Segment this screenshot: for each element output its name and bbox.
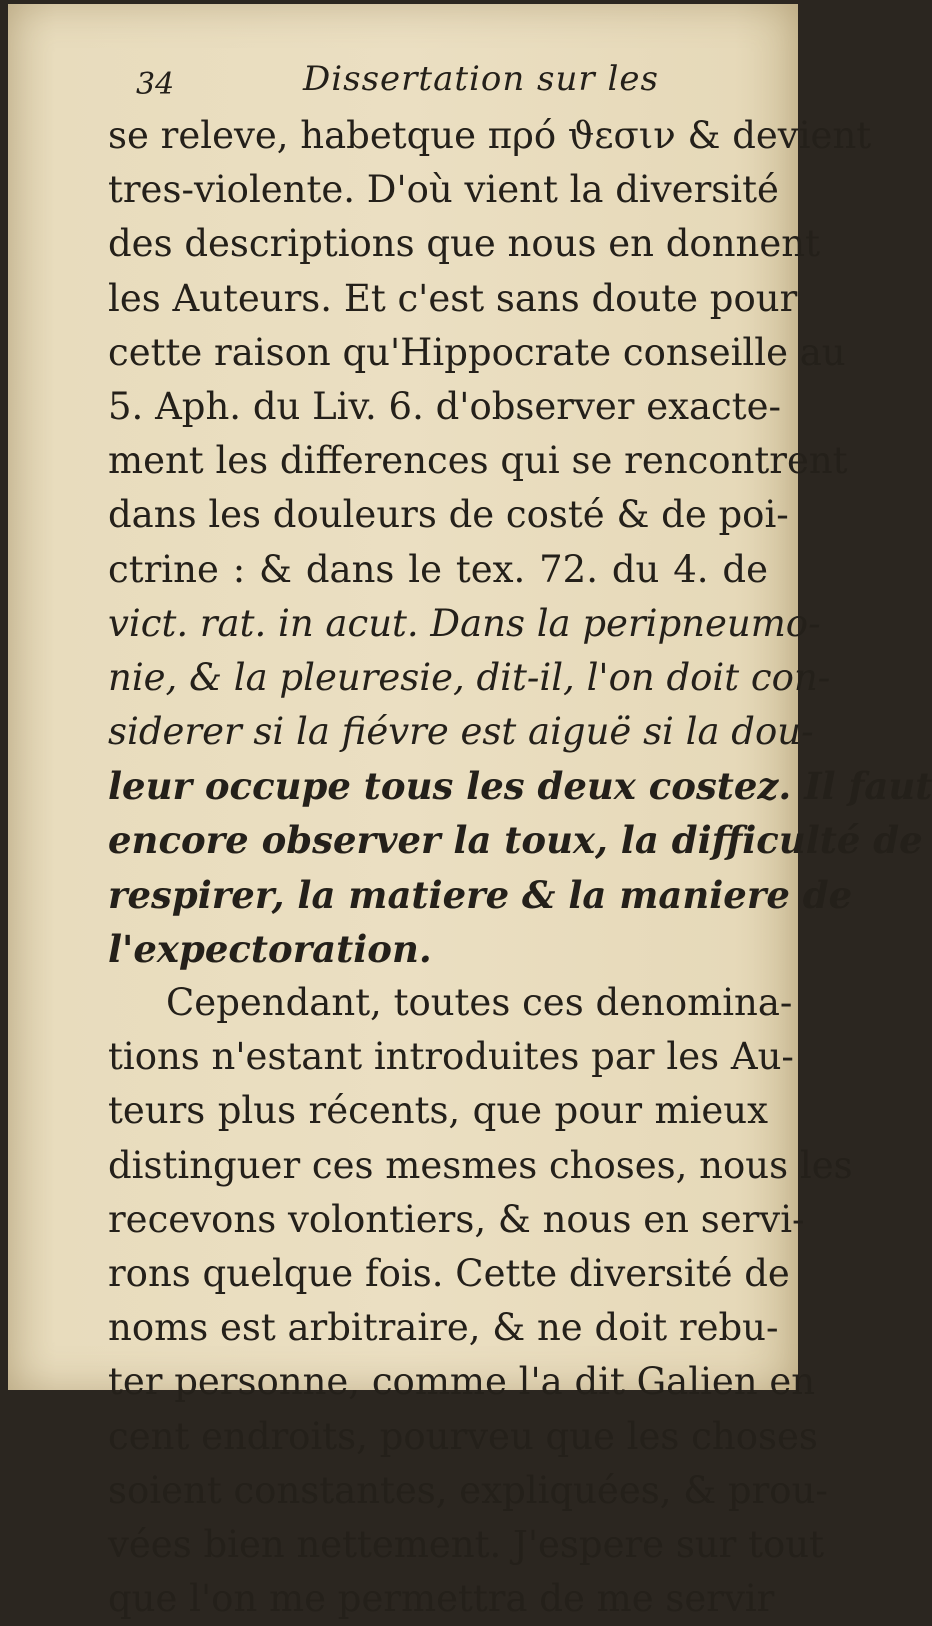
text-line: vées bien nettement. J'espere sur tout xyxy=(108,1522,824,1566)
text-line: que l'on me permettra de me servir xyxy=(108,1577,775,1621)
text-line: ter personne, comme l'a dit Galien en xyxy=(108,1360,816,1404)
text-line: ctrine : & dans le tex. 72. du 4. de xyxy=(108,547,768,591)
text-line: se releve, habetque πρό ϑεσιν & devient xyxy=(108,114,872,157)
running-head: Dissertation sur les xyxy=(303,59,659,99)
text-line: Cependant, toutes ces denomina- xyxy=(166,981,793,1024)
text-block xyxy=(108,59,932,1626)
text-line: vict. rat. in acut. Dans la peripneumo- xyxy=(108,601,821,645)
text-line: distinguer ces mesmes choses, nous les xyxy=(108,1143,853,1187)
body-text xyxy=(108,109,932,1626)
text-line: encore observer la toux, la difficulté de xyxy=(108,818,923,863)
page-header xyxy=(108,59,768,109)
book-page xyxy=(8,4,932,1621)
page-number: 34 xyxy=(136,67,175,102)
text-line: leur occupe tous les deux costez. Il faut xyxy=(108,764,932,809)
text-line: teurs plus récents, que pour mieux xyxy=(108,1089,768,1133)
text-line: cent endroits, pourveu que les choses xyxy=(108,1414,818,1458)
text-line: siderer si la fiévre est aiguë si la dou- xyxy=(108,710,814,754)
text-line: les Auteurs. Et c'est sans doute pour xyxy=(108,276,798,320)
text-line: tres-violente. D'où vient la diversité xyxy=(108,168,779,212)
text-line: nie, & la pleuresie, dit-il, l'on doit con- xyxy=(108,655,831,699)
text-line: des descriptions que nous en donnent xyxy=(108,222,820,266)
text-line: tions n'estant introduites par les Au- xyxy=(108,1035,794,1079)
text-line: noms est arbitraire, & ne doit rebu- xyxy=(108,1306,779,1350)
text-line: rons quelque fois. Cette diversité de xyxy=(108,1251,790,1295)
text-line: recevons volontiers, & nous en servi- xyxy=(108,1197,805,1241)
text-line: 5. Aph. du Liv. 6. d'observer exacte- xyxy=(108,384,782,428)
text-line: soient constantes, expliquées, & prou- xyxy=(108,1468,828,1512)
text-line: l'expectoration. xyxy=(108,926,432,971)
text-line: dans les douleurs de costé & de poi- xyxy=(108,493,789,537)
text-line: cette raison qu'Hippocrate conseille au xyxy=(108,330,846,374)
text-line: ment les differences qui se rencontrent xyxy=(108,439,848,483)
text-line: respirer, la matiere & la maniere de xyxy=(108,872,853,917)
